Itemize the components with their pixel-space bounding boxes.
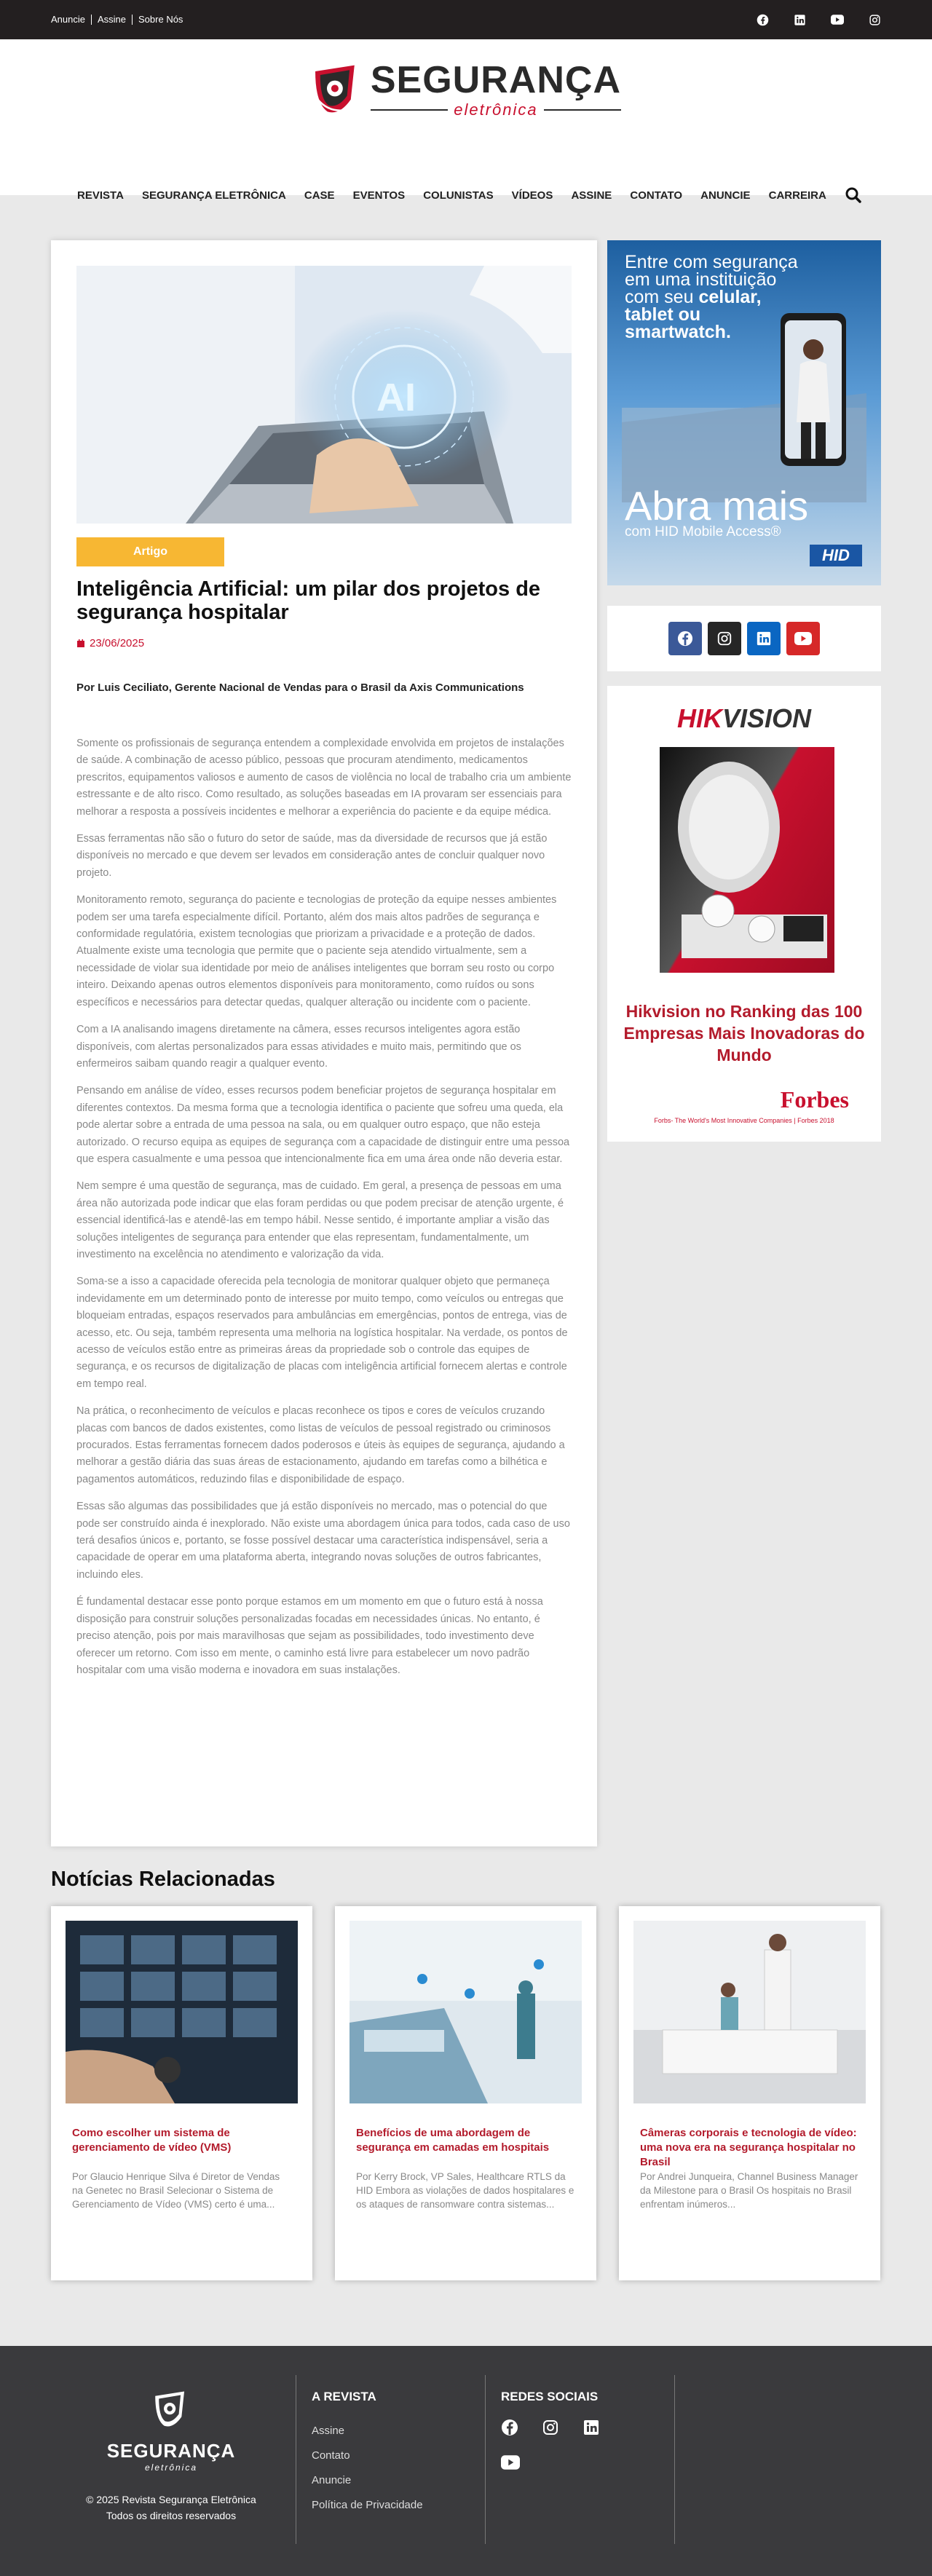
site-footer [0,2346,932,2576]
youtube-icon[interactable] [786,622,820,655]
footer-link-contato[interactable]: Contato [312,2449,350,2462]
related-news-title: Notícias Relacionadas [51,1868,275,1891]
top-links [51,15,189,25]
footer-link-privacidade[interactable]: Política de Privacidade [312,2499,423,2511]
article-hero-image [76,266,572,524]
footer-column-title: A REVISTA [312,2390,376,2403]
article-title: Inteligência Artificial: um pilar dos projetos de segurança hospitalar [76,577,541,624]
article-date-text: 23/06/2025 [90,637,145,649]
facebook-icon[interactable] [757,14,769,26]
article-paragraph: Somente os profissionais de segurança entendem a complexidade envolvida em projetos de instalações de saúde. A combinação de acesso público, pessoas que procuram atendimento, medicamentos prescritos, equipamentos valiosos e aumento de casos de violência no local de trabalho cria um ambiente estressante e de alto risco. Como resultado, as soluções baseadas em IA provaram ser essenciais para melhorar a resposta a possíveis incidentes e melhorar a experiência do paciente e da equipe médica. [76,738,572,818]
ad-hikvision-photo [660,747,834,973]
article-paragraph: Soma-se a isso a capacidade oferecida pela tecnologia de monitorar qualquer objeto que permaneça indevidamente em um determinado ponto de interesse por muito tempo, como veículos ou entregas que bloqueiam entradas, espaços reservados para ambulâncias em emergências, pontos de entrega, vias de acesso, etc. Ou seja, também representa uma melhoria na logística hospitalar. Na verdade, os pontos de acesso de veículos estão entre as primeiras áreas da propriedade sob o controle das equipes de segurança, e os recursos de digitalização de placas com inteligência artificial fornecem alertas e controle em tempo real. [76,1276,568,1390]
logo-title: SEGURANÇA [370,59,621,101]
ad-hikvision-ranking: Hikvision no Ranking das 100 Empresas Mais Inovadoras do Mundo [623,1002,865,1064]
related-card-title[interactable]: Câmeras corporais e tecnologia de vídeo: uma nova era na segurança hospitalar no Brasil [640,2127,857,2168]
nav-item-case[interactable]: CASE [304,189,335,202]
ad-hid-tagline: Entre com segurança em uma instituição com seu celular, tablet ou smartwatch. [625,252,798,342]
site-header [0,39,932,202]
related-card[interactable] [51,1906,312,2280]
article-paragraph: Nem sempre é uma questão de segurança, mas de cuidado. Em geral, a presença de pessoas em uma área não autorizada pode indicar que elas foram perdidas ou que podem precisar de atenção urgente, é essencial identificá-las e atendê-las em tempo hábil. Nesse sentido, é importante ampliar a visão das soluções inteligentes de segurança para entender que elas representam, fundamentalmente, um investimento na excelência no atendimento e valorização da vida. [76,1180,564,1260]
hid-logo: HID [810,545,862,566]
logo-mark-icon [312,58,362,123]
nav-item-contato[interactable]: CONTATO [630,189,683,202]
article-paragraph: Essas ferramentas não são o futuro do setor de saúde, mas da diversidade de recursos que já estão disponíveis no mercado e que devem ser levados em consideração antes de concluir qualquer novo projeto. [76,833,548,879]
nav-item-colunistas[interactable]: COLUNISTAS [423,189,494,202]
related-card-excerpt: Por Kerry Brock, VP Sales, Healthcare RTLS da HID Embora as violações de dados hospitalares e os ataques de ransomware contra sistemas... [356,2171,574,2210]
top-link-assine[interactable]: Assine [91,15,132,25]
related-card-title[interactable]: Como escolher um sistema de gerenciamento de vídeo (VMS) [72,2127,232,2154]
ad-hikvision-caption: Forbs- The World's Most Innovative Companies | Forbes 2018 [654,1117,834,1124]
related-card-excerpt: Por Andrei Junqueira, Channel Business Manager da Milestone para o Brasil Os hospitais no Brasil enfrentam inúmeros... [640,2171,858,2210]
top-link-sobre-nos[interactable]: Sobre Nós [132,15,189,25]
article-paragraph: É fundamental destacar esse ponto porque estamos em um momento em que o futuro está à nossa disposição para construir soluções personalizadas focadas em necessidades únicas. No entanto, é preciso atenção, pois por mais maravilhosas que sejam as possibilidades, todo investimento deve oferecer um retorno. Com isso em mente, o caminho está livre para estabelecer um novo padrão hospitalar com uma visão moderna e inovadora em suas instalações. [76,1596,543,1676]
youtube-icon[interactable] [831,14,844,26]
footer-column-social [501,2390,617,2470]
nav-item-videos[interactable]: VÍDEOS [511,189,553,202]
nav-item-revista[interactable]: REVISTA [77,189,124,202]
main-nav [77,182,862,208]
related-card-image [66,1921,298,2103]
related-card[interactable] [619,1906,880,2280]
article-paragraph: Pensando em análise de vídeo, esses recursos podem beneficiar projetos de segurança hospitalar em diferentes contextos. Da mesma forma que a tecnologia identifica o paciente que sofreu uma queda, ela pode alertar sobre a entrada de uma pessoa na sala, ou em qualquer outro espaço, que não esteja autorizado. O recurso equipa as equipes de segurança com a capacidade de distinguir entre uma pessoa que espera casualmente e uma pessoa que intencionalmente fica em uma área onde não deveria estar. [76,1085,570,1165]
instagram-icon[interactable] [542,2419,559,2436]
hikvision-logo: HIKVISION [676,703,812,733]
article-card [51,240,597,1846]
article-byline: Por Luis Ceciliato, Gerente Nacional de Vendas para o Brasil da Axis Communications [76,681,524,694]
nav-item-anuncie[interactable]: ANUNCIE [700,189,751,202]
nav-item-carreira[interactable]: CARREIRA [768,189,826,202]
top-bar [0,0,932,39]
calendar-icon [76,639,85,648]
top-social [757,14,881,26]
article-body [76,735,572,1689]
article-paragraph: Com a IA analisando imagens diretamente na câmera, esses recursos inteligentes agora estão disponíveis, com alertas personalizados para essas atividades e muito mais, permitindo que os enfermeiros saibam quando reagir a qualquer evento. [76,1024,521,1070]
footer-logo-subtitle: eletrônica [144,2462,198,2473]
article-paragraph: Monitoramento remoto, segurança do paciente e tecnologias de proteção da equipe nesses ambientes podem ser uma tarefa especialmente difícil. Portanto, além dos mais altos padrões de segurança e conformidade regulatória, existem tecnologias que priorizam a privacidade e a proteção de dados. Atualmente existe uma tecnologia que permite que o paciente seja atendido virtualmente, sem a necessidade de violar sua identidade por meio de análises inteligentes que borram seu rosto ou corpo inteiro. Deixando apenas outros elementos disponíveis para monitoramento, como ruídos ou sons específicos e necessários para detectar quedas, qualquer alteração ou incidente com o paciente. [76,894,557,1008]
facebook-icon[interactable] [501,2419,518,2436]
related-card-image [350,1921,582,2103]
instagram-icon[interactable] [869,14,881,26]
sidebar-ad-hikvision[interactable] [607,686,881,1142]
logo-subtitle: eletrônica [454,100,538,119]
related-card-image [633,1921,866,2103]
footer-link-assine[interactable]: Assine [312,2425,345,2437]
footer-column-revista [312,2390,423,2518]
nav-item-seguranca-eletronica[interactable]: SEGURANÇA ELETRÔNICA [142,189,286,202]
footer-copyright: © 2025 Revista Segurança Eletrônica Todos os direitos reservados [86,2494,256,2521]
search-icon[interactable] [845,186,862,204]
article-date [76,637,144,649]
instagram-icon[interactable] [708,622,741,655]
footer-link-anuncie[interactable]: Anuncie [312,2474,352,2486]
footer-logo[interactable] [102,2390,240,2473]
related-card[interactable] [335,1906,596,2280]
top-link-anuncie[interactable]: Anuncie [51,14,85,25]
nav-item-assine[interactable]: ASSINE [571,189,612,202]
linkedin-icon[interactable] [582,2419,600,2436]
footer-logo-title: SEGURANÇA [106,2440,236,2462]
ad-hid-sub: com HID Mobile Access® [625,524,781,540]
footer-divider [485,2375,486,2544]
logo-wordmark [371,61,621,119]
logo-subtitle-row [371,100,621,119]
nav-item-eventos[interactable]: EVENTOS [352,189,406,202]
footer-logo-mark-icon [152,2390,190,2430]
facebook-icon[interactable] [668,622,702,655]
footer-divider [674,2375,675,2544]
linkedin-icon[interactable] [794,14,806,26]
category-badge[interactable]: Artigo [76,537,224,566]
sidebar-social-box [607,606,881,671]
article-paragraph: Essas são algumas das possibilidades que já estão disponíveis no mercado, mas o potencial do que pode ser construído ainda é inexplorado. Não existe uma abordagem única para todos, cada caso de uso terá desafios únicos e, portanto, se fosse possível destacar uma característica indispensável, seria a capacidade de operar em uma plataforma aberta, integrando novas soluções de outros fabricantes, incluindo eles. [76,1501,570,1581]
youtube-icon[interactable] [501,2455,520,2470]
sidebar-ad-hid[interactable] [607,240,881,585]
linkedin-icon[interactable] [747,622,781,655]
forbes-logo: Forbes [780,1086,849,1113]
hero-ai-text: AI [376,376,416,419]
ad-hid-headline: Abra mais [625,483,809,529]
related-card-title[interactable]: Benefícios de uma abordagem de segurança em camadas em hospitais [356,2127,550,2154]
footer-column-title: REDES SOCIAIS [501,2390,599,2403]
related-card-excerpt: Por Glaucio Henrique Silva é Diretor de Vendas na Genetec no Brasil Selecionar o Sistema de Gerenciamento de Vídeo (VMS) certo é uma... [72,2171,280,2210]
site-logo[interactable] [312,54,621,127]
article-paragraph: Na prática, o reconhecimento de veículos e placas reconhece os tipos e cores de veículos cruzando placas com bancos de dados existentes, como listas de veículos de pessoal registrado ou criminosos procurados. Estas ferramentas fornecem dados poderosos e úteis às equipes de segurança, ajudando a melhorar a gestão diária das suas áreas de estacionamento, ajudando em tarefas como a bilhética e pagamentos automáticos, reduzindo filas e disponibilidade de espaço. [76,1405,565,1485]
